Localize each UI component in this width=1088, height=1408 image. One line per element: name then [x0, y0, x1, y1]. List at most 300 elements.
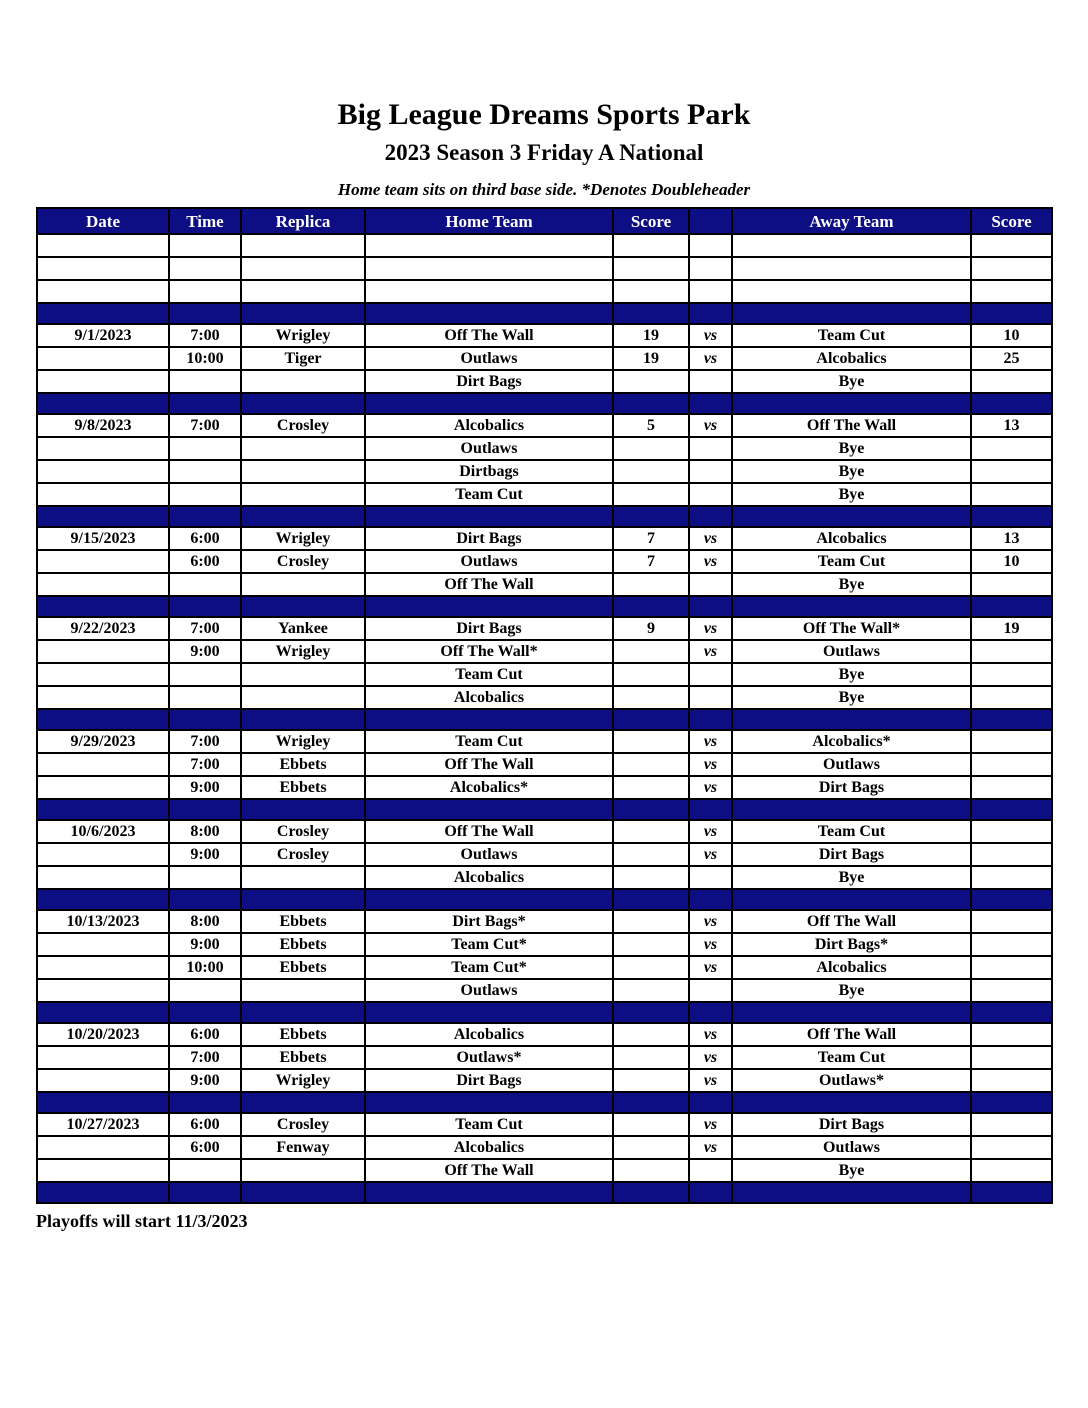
date-cell [37, 956, 169, 979]
away-score-cell [971, 640, 1052, 663]
date-cell [37, 573, 169, 596]
schedule-table [36, 207, 1053, 1204]
date-cell: 9/1/2023 [37, 324, 169, 347]
separator-row [37, 596, 1052, 617]
home-score-cell [613, 1182, 689, 1203]
home-team-cell: Dirt Bags* [365, 910, 613, 933]
home-score-cell: 5 [613, 414, 689, 437]
vs-cell [689, 460, 732, 483]
home-team-cell: Dirt Bags [365, 617, 613, 640]
home-score-cell [613, 437, 689, 460]
replica-cell: Ebbets [241, 753, 365, 776]
away-score-cell [971, 1002, 1052, 1023]
vs-cell: vs [689, 910, 732, 933]
replica-cell [241, 234, 365, 257]
away-team-cell: Bye [732, 686, 971, 709]
home-score-cell [613, 460, 689, 483]
column-header-home-team: Home Team [365, 208, 613, 234]
game-row [37, 956, 1052, 979]
home-score-cell [613, 889, 689, 910]
time-cell: 7:00 [169, 617, 241, 640]
separator-row [37, 393, 1052, 414]
vs-cell [689, 483, 732, 506]
playoffs-note: Playoffs will start 11/3/2023 [36, 1211, 248, 1231]
date-cell [37, 933, 169, 956]
date-cell [37, 1069, 169, 1092]
separator-row [37, 889, 1052, 910]
home-score-cell: 7 [613, 527, 689, 550]
away-team-cell [732, 393, 971, 414]
time-cell [169, 1002, 241, 1023]
time-cell: 6:00 [169, 1023, 241, 1046]
time-cell: 8:00 [169, 820, 241, 843]
away-team-cell: Outlaws [732, 640, 971, 663]
column-header-time: Time [169, 208, 241, 234]
away-team-cell: Bye [732, 866, 971, 889]
game-row [37, 979, 1052, 1002]
replica-cell: Crosley [241, 414, 365, 437]
vs-cell: vs [689, 1023, 732, 1046]
vs-cell [689, 866, 732, 889]
away-team-cell: Bye [732, 979, 971, 1002]
away-team-cell: Team Cut [732, 324, 971, 347]
home-team-cell [365, 506, 613, 527]
home-score-cell: 19 [613, 324, 689, 347]
home-team-cell: Alcobalics [365, 686, 613, 709]
game-row [37, 617, 1052, 640]
vs-cell [689, 234, 732, 257]
vs-cell: vs [689, 617, 732, 640]
time-cell: 10:00 [169, 956, 241, 979]
home-score-cell [613, 866, 689, 889]
game-row [37, 573, 1052, 596]
separator-row [37, 799, 1052, 820]
game-row [37, 663, 1052, 686]
home-score-cell [613, 596, 689, 617]
home-team-cell [365, 257, 613, 280]
time-cell: 6:00 [169, 1113, 241, 1136]
home-team-cell: Dirtbags [365, 460, 613, 483]
replica-cell [241, 370, 365, 393]
date-cell: 9/22/2023 [37, 617, 169, 640]
away-score-cell [971, 1092, 1052, 1113]
vs-cell [689, 506, 732, 527]
away-score-cell [971, 910, 1052, 933]
away-score-cell: 25 [971, 347, 1052, 370]
date-cell [37, 889, 169, 910]
home-score-cell [613, 686, 689, 709]
date-cell [37, 370, 169, 393]
away-score-cell [971, 663, 1052, 686]
away-team-cell: Alcobalics [732, 527, 971, 550]
time-cell: 6:00 [169, 550, 241, 573]
away-score-cell [971, 866, 1052, 889]
game-row [37, 753, 1052, 776]
away-score-cell [971, 1136, 1052, 1159]
vs-cell: vs [689, 820, 732, 843]
vs-cell: vs [689, 324, 732, 347]
vs-cell: vs [689, 550, 732, 573]
home-score-cell [613, 393, 689, 414]
date-cell [37, 776, 169, 799]
time-cell: 9:00 [169, 776, 241, 799]
time-cell: 6:00 [169, 527, 241, 550]
separator-row [37, 303, 1052, 324]
away-score-cell [971, 1182, 1052, 1203]
away-team-cell: Outlaws [732, 1136, 971, 1159]
column-header-score: Score [971, 208, 1052, 234]
home-team-cell: Team Cut [365, 483, 613, 506]
home-team-cell: Alcobalics* [365, 776, 613, 799]
replica-cell [241, 506, 365, 527]
time-cell [169, 799, 241, 820]
home-score-cell [613, 956, 689, 979]
vs-cell: vs [689, 730, 732, 753]
home-team-cell: Off The Wall [365, 324, 613, 347]
away-team-cell: Off The Wall [732, 414, 971, 437]
away-team-cell: Team Cut [732, 820, 971, 843]
game-row [37, 414, 1052, 437]
away-score-cell [971, 460, 1052, 483]
column-header-date: Date [37, 208, 169, 234]
replica-cell: Ebbets [241, 776, 365, 799]
away-score-cell [971, 799, 1052, 820]
date-cell [37, 234, 169, 257]
away-score-cell [971, 506, 1052, 527]
replica-cell [241, 1002, 365, 1023]
date-cell [37, 799, 169, 820]
home-team-cell: Outlaws [365, 347, 613, 370]
home-team-cell: Alcobalics [365, 414, 613, 437]
replica-cell [241, 280, 365, 303]
home-score-cell [613, 303, 689, 324]
replica-cell [241, 799, 365, 820]
replica-cell [241, 709, 365, 730]
replica-cell: Tiger [241, 347, 365, 370]
page-title: Big League Dreams Sports Park [337, 98, 751, 131]
away-score-cell: 13 [971, 527, 1052, 550]
date-cell [37, 709, 169, 730]
vs-cell [689, 303, 732, 324]
blank-row [37, 280, 1052, 303]
home-score-cell [613, 1069, 689, 1092]
home-score-cell [613, 799, 689, 820]
time-cell: 7:00 [169, 324, 241, 347]
home-team-cell: Outlaws [365, 843, 613, 866]
home-score-cell [613, 1092, 689, 1113]
vs-cell [689, 1002, 732, 1023]
away-team-cell [732, 709, 971, 730]
away-score-cell: 19 [971, 617, 1052, 640]
replica-cell [241, 686, 365, 709]
separator-row [37, 1092, 1052, 1113]
home-team-cell [365, 1002, 613, 1023]
home-score-cell [613, 1002, 689, 1023]
away-team-cell: Alcobalics* [732, 730, 971, 753]
away-score-cell [971, 1046, 1052, 1069]
date-cell [37, 1159, 169, 1182]
away-score-cell [971, 1159, 1052, 1182]
vs-cell [689, 596, 732, 617]
home-score-cell [613, 663, 689, 686]
away-team-cell: Team Cut [732, 550, 971, 573]
away-score-cell [971, 979, 1052, 1002]
vs-cell [689, 663, 732, 686]
home-score-cell: 19 [613, 347, 689, 370]
vs-cell: vs [689, 1113, 732, 1136]
away-team-cell: Off The Wall* [732, 617, 971, 640]
away-team-cell: Dirt Bags [732, 1113, 971, 1136]
home-team-cell [365, 1092, 613, 1113]
game-row [37, 820, 1052, 843]
date-cell [37, 596, 169, 617]
home-score-cell [613, 1159, 689, 1182]
home-score-cell [613, 370, 689, 393]
time-cell [169, 979, 241, 1002]
home-score-cell [613, 843, 689, 866]
away-score-cell [971, 280, 1052, 303]
away-team-cell: Alcobalics [732, 347, 971, 370]
away-score-cell [971, 573, 1052, 596]
away-team-cell: Team Cut [732, 1046, 971, 1069]
home-score-cell [613, 483, 689, 506]
replica-cell: Crosley [241, 550, 365, 573]
date-cell: 10/27/2023 [37, 1113, 169, 1136]
home-score-cell [613, 234, 689, 257]
date-cell [37, 506, 169, 527]
game-row [37, 483, 1052, 506]
home-score-cell [613, 776, 689, 799]
vs-cell: vs [689, 640, 732, 663]
game-row [37, 1046, 1052, 1069]
game-row [37, 1113, 1052, 1136]
away-team-cell: Dirt Bags* [732, 933, 971, 956]
vs-cell [689, 437, 732, 460]
date-cell: 9/15/2023 [37, 527, 169, 550]
away-team-cell: Bye [732, 370, 971, 393]
home-team-cell: Team Cut [365, 1113, 613, 1136]
replica-cell: Fenway [241, 1136, 365, 1159]
time-cell [169, 1159, 241, 1182]
away-score-cell [971, 234, 1052, 257]
game-row [37, 843, 1052, 866]
date-cell [37, 1136, 169, 1159]
time-cell [169, 393, 241, 414]
replica-cell [241, 889, 365, 910]
away-score-cell [971, 1069, 1052, 1092]
home-score-cell [613, 1023, 689, 1046]
vs-cell [689, 393, 732, 414]
away-team-cell: Off The Wall [732, 910, 971, 933]
home-team-cell [365, 234, 613, 257]
away-team-cell [732, 799, 971, 820]
game-row [37, 370, 1052, 393]
replica-cell: Ebbets [241, 956, 365, 979]
away-team-cell: Bye [732, 460, 971, 483]
home-score-cell [613, 933, 689, 956]
schedule-table-body [37, 234, 1052, 1203]
home-score-cell [613, 910, 689, 933]
replica-cell: Wrigley [241, 640, 365, 663]
vs-cell [689, 370, 732, 393]
home-team-cell: Dirt Bags [365, 370, 613, 393]
vs-cell [689, 1159, 732, 1182]
home-team-cell: Dirt Bags [365, 1069, 613, 1092]
home-team-cell [365, 799, 613, 820]
replica-cell [241, 573, 365, 596]
vs-cell: vs [689, 1136, 732, 1159]
replica-cell: Crosley [241, 820, 365, 843]
game-row [37, 460, 1052, 483]
page-subtitle: 2023 Season 3 Friday A National [384, 140, 704, 165]
replica-cell [241, 1159, 365, 1182]
away-score-cell [971, 596, 1052, 617]
home-team-cell: Off The Wall [365, 1159, 613, 1182]
vs-cell [689, 1182, 732, 1203]
doubleheader-note: Home team sits on third base side. *Denotes Doubleheader [337, 180, 751, 199]
vs-cell [689, 1092, 732, 1113]
away-team-cell [732, 506, 971, 527]
game-row [37, 550, 1052, 573]
date-cell [37, 1002, 169, 1023]
away-team-cell: Outlaws* [732, 1069, 971, 1092]
time-cell: 7:00 [169, 730, 241, 753]
vs-cell: vs [689, 956, 732, 979]
time-cell: 9:00 [169, 933, 241, 956]
vs-cell [689, 573, 732, 596]
vs-cell: vs [689, 843, 732, 866]
game-row [37, 437, 1052, 460]
date-cell [37, 753, 169, 776]
replica-cell: Ebbets [241, 933, 365, 956]
date-cell: 9/29/2023 [37, 730, 169, 753]
time-cell [169, 889, 241, 910]
away-team-cell [732, 234, 971, 257]
replica-cell: Ebbets [241, 910, 365, 933]
home-team-cell [365, 596, 613, 617]
home-score-cell: 9 [613, 617, 689, 640]
home-score-cell [613, 1046, 689, 1069]
date-cell [37, 640, 169, 663]
date-cell [37, 1182, 169, 1203]
away-score-cell [971, 483, 1052, 506]
home-team-cell: Dirt Bags [365, 527, 613, 550]
home-team-cell: Off The Wall [365, 820, 613, 843]
game-row [37, 933, 1052, 956]
vs-cell [689, 799, 732, 820]
away-score-cell [971, 843, 1052, 866]
home-score-cell [613, 820, 689, 843]
home-score-cell [613, 573, 689, 596]
home-team-cell: Outlaws [365, 550, 613, 573]
away-score-cell [971, 303, 1052, 324]
vs-cell: vs [689, 1046, 732, 1069]
date-cell [37, 347, 169, 370]
home-team-cell [365, 393, 613, 414]
date-cell [37, 483, 169, 506]
away-score-cell [971, 776, 1052, 799]
away-score-cell [971, 686, 1052, 709]
time-cell [169, 234, 241, 257]
home-team-cell: Off The Wall [365, 753, 613, 776]
home-score-cell: 7 [613, 550, 689, 573]
replica-cell: Crosley [241, 1113, 365, 1136]
time-cell: 7:00 [169, 414, 241, 437]
replica-cell [241, 437, 365, 460]
time-cell [169, 573, 241, 596]
game-row [37, 1136, 1052, 1159]
away-score-cell [971, 1113, 1052, 1136]
away-team-cell: Bye [732, 573, 971, 596]
game-row [37, 686, 1052, 709]
replica-cell: Wrigley [241, 730, 365, 753]
vs-cell [689, 686, 732, 709]
vs-cell: vs [689, 776, 732, 799]
time-cell [169, 1182, 241, 1203]
time-cell: 9:00 [169, 1069, 241, 1092]
home-team-cell [365, 1182, 613, 1203]
home-score-cell [613, 730, 689, 753]
home-score-cell [613, 1113, 689, 1136]
home-team-cell: Team Cut* [365, 956, 613, 979]
time-cell [169, 686, 241, 709]
separator-row [37, 1182, 1052, 1203]
time-cell: 8:00 [169, 910, 241, 933]
away-score-cell: 13 [971, 414, 1052, 437]
home-team-cell: Outlaws* [365, 1046, 613, 1069]
date-cell [37, 460, 169, 483]
away-team-cell [732, 303, 971, 324]
home-team-cell: Outlaws [365, 979, 613, 1002]
game-row [37, 347, 1052, 370]
home-team-cell: Off The Wall* [365, 640, 613, 663]
home-team-cell [365, 889, 613, 910]
separator-row [37, 506, 1052, 527]
blank-row [37, 234, 1052, 257]
time-cell [169, 370, 241, 393]
home-score-cell [613, 506, 689, 527]
time-cell [169, 280, 241, 303]
time-cell [169, 709, 241, 730]
away-team-cell [732, 280, 971, 303]
home-team-cell: Alcobalics [365, 866, 613, 889]
replica-cell [241, 483, 365, 506]
away-score-cell [971, 933, 1052, 956]
time-cell [169, 506, 241, 527]
time-cell [169, 257, 241, 280]
away-team-cell [732, 596, 971, 617]
vs-cell [689, 709, 732, 730]
home-score-cell [613, 709, 689, 730]
time-cell [169, 866, 241, 889]
home-team-cell: Outlaws [365, 437, 613, 460]
date-cell [37, 843, 169, 866]
time-cell: 7:00 [169, 753, 241, 776]
home-score-cell [613, 280, 689, 303]
replica-cell: Wrigley [241, 527, 365, 550]
separator-row [37, 1002, 1052, 1023]
home-score-cell [613, 640, 689, 663]
away-team-cell: Outlaws [732, 753, 971, 776]
column-header-replica: Replica [241, 208, 365, 234]
date-cell: 10/20/2023 [37, 1023, 169, 1046]
time-cell [169, 303, 241, 324]
away-score-cell [971, 956, 1052, 979]
time-cell [169, 1092, 241, 1113]
date-cell [37, 686, 169, 709]
date-cell [37, 663, 169, 686]
away-team-cell [732, 1002, 971, 1023]
